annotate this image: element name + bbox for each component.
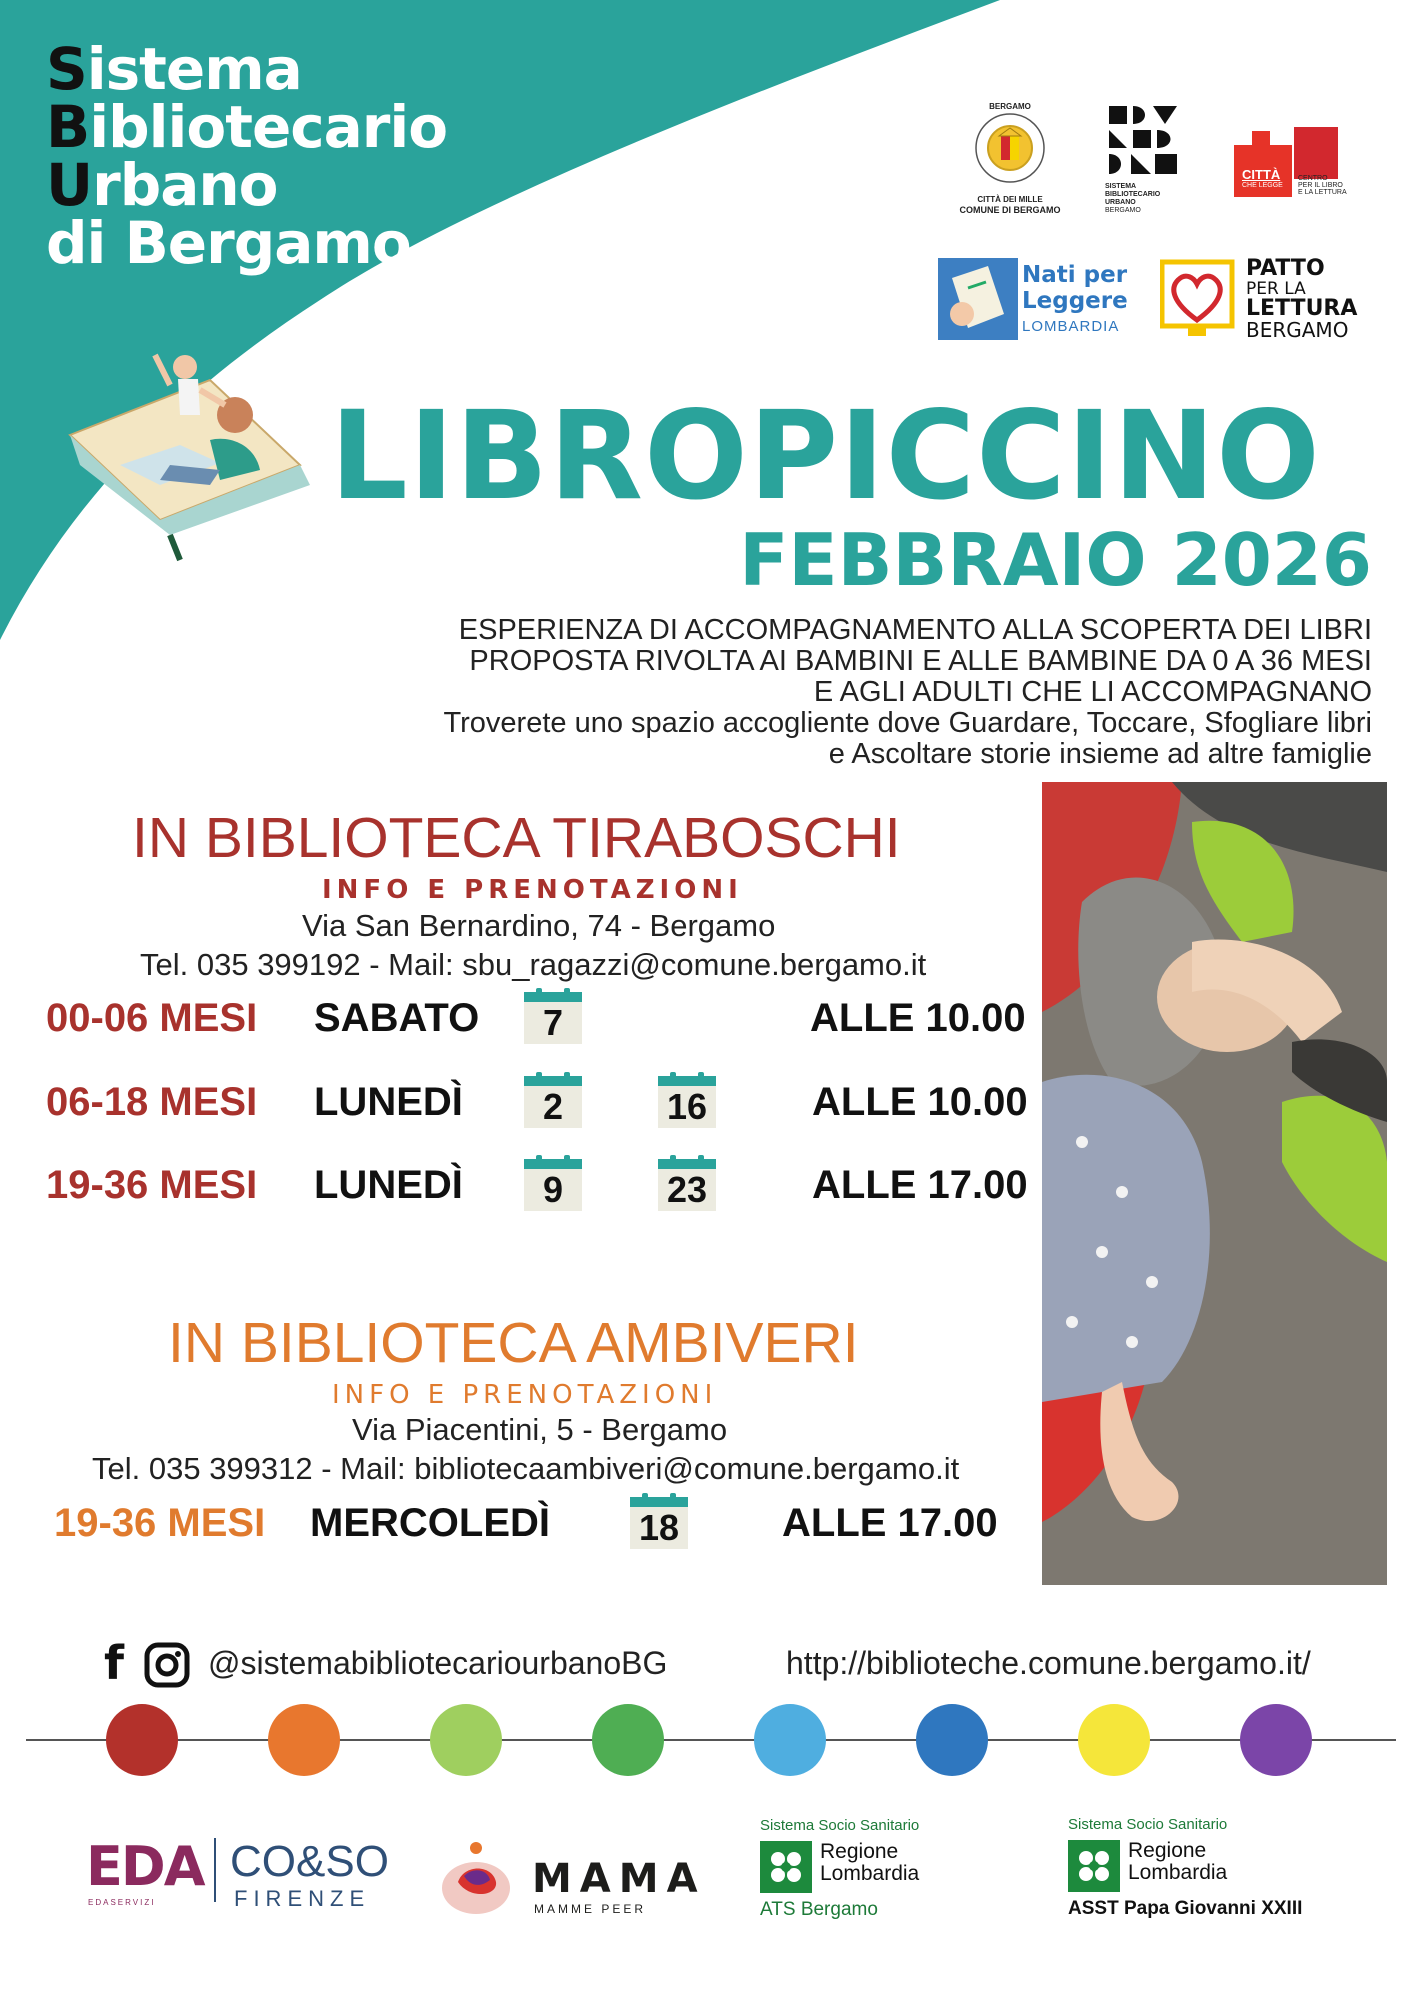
calendar-date: 9 [524, 1159, 582, 1211]
ambiveri-title: IN BIBLIOTECA AMBIVERI [168, 1311, 859, 1375]
mama-logo: MAMA MAMME PEER [440, 1836, 700, 1916]
comune-seal-icon [965, 100, 1055, 190]
intro-text: ESPERIENZA DI ACCOMPAGNAMENTO ALLA SCOPERTA DEI LIBRI PROPOSTA RIVOLTA AI BAMBINI E ALLE BAMBINE DA 0 A 36 MESI E AGLI ADULTI CHE LI ACCOMPAGNANO Troverete uno spazio accogliente dove Guardare, Toccare, Sfogliare libri e Ascoltare storie insieme ad altre famiglie [443, 614, 1372, 770]
divider-line [26, 1739, 1396, 1741]
logo-separator [214, 1838, 216, 1902]
mama-blob-icon [440, 1836, 512, 1916]
weekday: LUNEDÌ [314, 1080, 463, 1124]
dot [430, 1704, 502, 1776]
tiraboschi-info-label: INFO E PRENOTAZIONI [322, 875, 743, 905]
ambiveri-address: Via Piacentini, 5 - Bergamo [352, 1412, 728, 1447]
regione-lombardia-icon [1068, 1840, 1120, 1892]
calendar-date: 16 [658, 1076, 716, 1128]
citta-che-legge-logo: CITTÀ CHE LEGGE CENTRO PER IL LIBRO E LA LETTURA [1232, 125, 1382, 200]
ats-bergamo-logo: Sistema Socio Sanitario Regione Lombardia ATS Bergamo [760, 1817, 920, 1920]
time: ALLE 10.00 [812, 1080, 1028, 1124]
tiraboschi-title: IN BIBLIOTECA TIRABOSCHI [132, 806, 901, 870]
ambiveri-contact: Tel. 035 399312 - Mail: bibliotecaambiveri@comune.bergamo.it [92, 1451, 960, 1486]
regione-lombardia-icon [760, 1841, 812, 1893]
comune-bergamo-logo: BERGAMO CITTÀ DEI MILLE COMUNE DI BERGAMO [959, 102, 1061, 215]
calendar-date: 23 [658, 1159, 716, 1211]
facebook-icon[interactable]: f [104, 1636, 125, 1690]
time: ALLE 17.00 [782, 1501, 998, 1545]
sbu-mark-icon [1105, 102, 1181, 178]
coeso-logo: CO&SO FIRENZE [230, 1837, 389, 1911]
eda-logo: EDA EDASERVIZI [86, 1835, 204, 1907]
tiraboschi-contact: Tel. 035 399192 - Mail: sbu_ragazzi@comune.bergamo.it [140, 947, 927, 982]
heart-book-icon [1160, 258, 1236, 338]
dot [1078, 1704, 1150, 1776]
instagram-icon[interactable] [144, 1642, 190, 1688]
ambiveri-info-label: INFO E PRENOTAZIONI [332, 1380, 718, 1410]
calendar-date: 7 [524, 992, 582, 1044]
dot [754, 1704, 826, 1776]
calendar-date: 18 [630, 1497, 688, 1549]
age-range: 19-36 MESI [46, 1163, 258, 1207]
dot [106, 1704, 178, 1776]
weekday: SABATO [314, 996, 480, 1040]
event-title: LIBROPICCINO [330, 385, 1321, 527]
time: ALLE 10.00 [810, 996, 1026, 1040]
age-range: 00-06 MESI [46, 996, 258, 1040]
patto-lettura-logo: PATTO PER LA LETTURA BERGAMO [1160, 258, 1380, 340]
reading-child-icon [938, 258, 1018, 340]
website-link[interactable]: http://biblioteche.comune.bergamo.it/ [786, 1645, 1311, 1681]
weekday: LUNEDÌ [314, 1163, 463, 1207]
dot [268, 1704, 340, 1776]
age-range: 19-36 MESI [54, 1501, 266, 1545]
nati-per-leggere-logo: Nati per Leggere LOMBARDIA [938, 258, 1138, 340]
colored-dots-divider [26, 1704, 1396, 1776]
social-handle[interactable]: @sistemabibliotecariourbanoBG [208, 1645, 668, 1681]
age-range: 06-18 MESI [46, 1080, 258, 1124]
event-month: FEBBRAIO 2026 [739, 518, 1372, 602]
tiraboschi-address: Via San Bernardino, 74 - Bergamo [302, 908, 776, 943]
weekday: MERCOLEDÌ [310, 1501, 550, 1545]
dot [1240, 1704, 1312, 1776]
calendar-date: 2 [524, 1076, 582, 1128]
org-title: Sistema Bibliotecario Urbano di Bergamo [46, 35, 448, 277]
parent-child-book-illustration [60, 345, 320, 570]
time: ALLE 17.00 [812, 1163, 1028, 1207]
children-photo [1042, 782, 1387, 1585]
dot [592, 1704, 664, 1776]
asst-papa-giovanni-logo: Sistema Socio Sanitario Regione Lombardia ASST Papa Giovanni XXIII [1068, 1816, 1303, 1919]
sbu-logo: SISTEMA BIBLIOTECARIO URBANO BERGAMO [1105, 102, 1195, 215]
dot [916, 1704, 988, 1776]
